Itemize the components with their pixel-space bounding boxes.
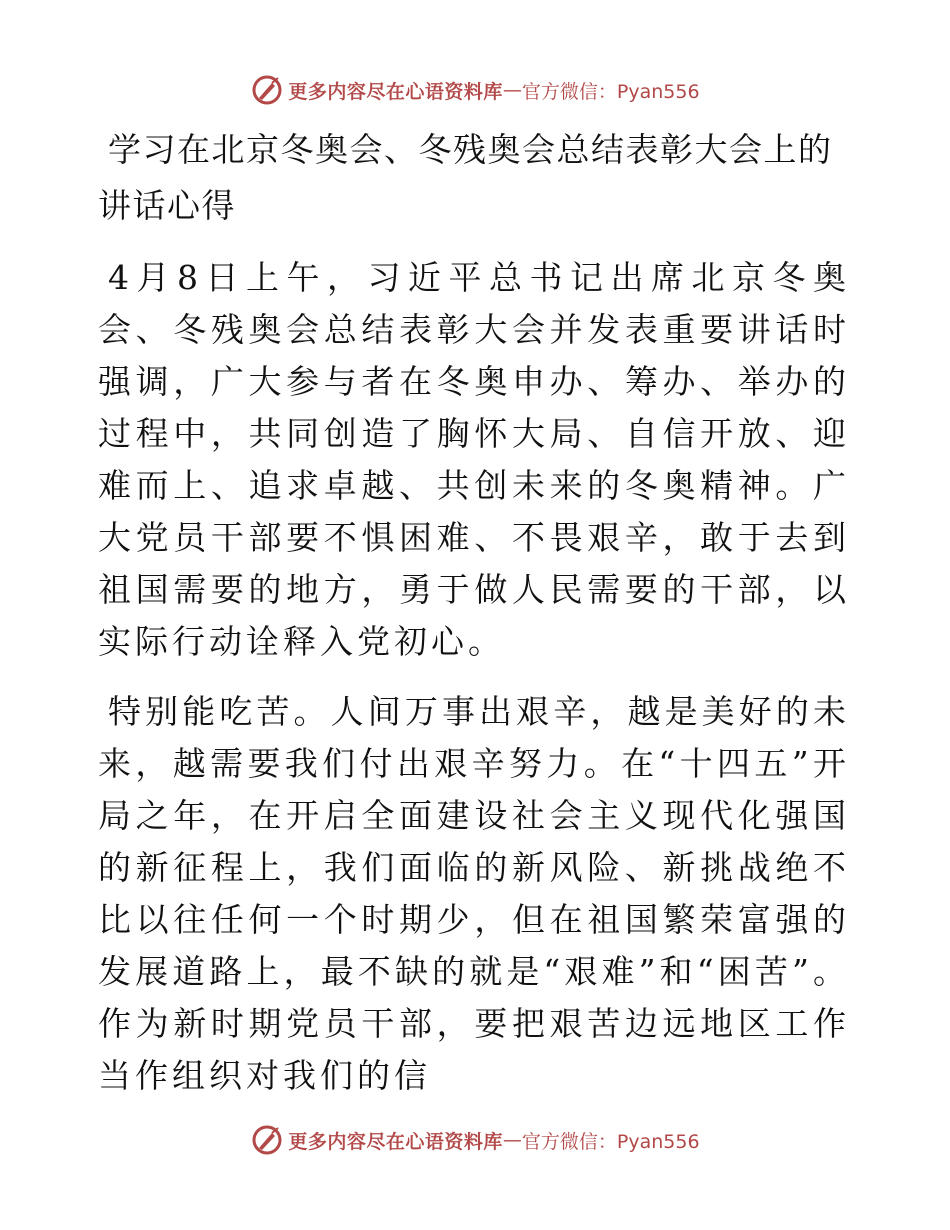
header-contact-text: 官方微信：Pyan556 (521, 80, 700, 103)
document-title: 学习在北京冬奥会、冬残奥会总结表彰大会上的讲话心得 (98, 130, 833, 225)
quill-logo-icon (250, 73, 284, 107)
header-dash: — (502, 79, 522, 101)
document-body (98, 122, 850, 1120)
quill-logo-icon (250, 1123, 284, 1157)
header-watermark-banner (0, 70, 950, 110)
footer-site-text: 更多内容尽在心语资料库 (288, 1130, 503, 1153)
footer-contact-text: 官方微信：Pyan556 (521, 1130, 700, 1153)
footer-dash: — (502, 1129, 522, 1151)
header-site-text: 更多内容尽在心语资料库 (288, 80, 503, 103)
paragraph-2: 特别能吃苦。人间万事出艰辛，越是美好的未来，越需要我们付出艰辛努力。在“十四五”开局之年，在开启全面建设社会主义现代化强国的新征程上，我们面临的新风险、新挑战绝不比以往任何一个时期少，但在祖国繁荣富强的发展道路上，最不缺的就是“艰难”和“困苦”。作为新时期党员干部，要把艰苦边远地区工作当作组织对我们的信 (98, 692, 850, 1095)
paragraph-1: 4月8日上午，习近平总书记出席北京冬奥会、冬残奥会总结表彰大会并发表重要讲话时强调，广大参与者在冬奥申办、筹办、举办的过程中，共同创造了胸怀大局、自信开放、迎难而上、追求卓越、共创未来的冬奥精神。广大党员干部要不惧困难、不畏艰辛，敢于去到祖国需要的地方，勇于做人民需要的干部，以实际行动诠释入党初心。 (98, 258, 850, 661)
footer-watermark-banner (0, 1120, 950, 1160)
